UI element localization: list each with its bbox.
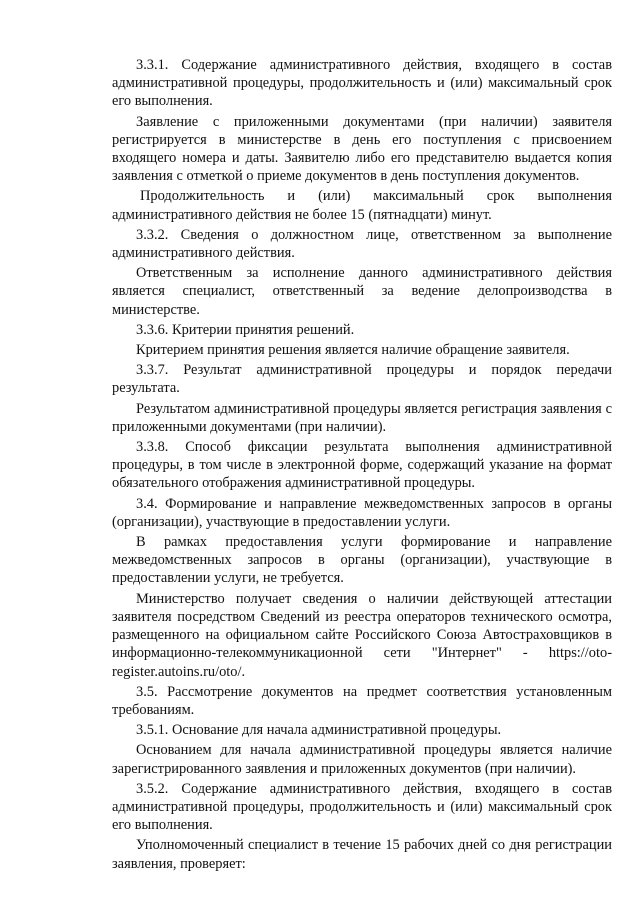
paragraph-3-3-8-heading: 3.3.8. Способ фиксации результата выполнения административной процедуры, в том числе в электронной форме, содержащий указание на формат обязательного отображения административной процедуры.: [112, 439, 612, 492]
paragraph-3-5-2-heading: 3.5.2. Содержание административного действия, входящего в состав административной процедуры, продолжительность и (или) максимальный срок его выполнения.: [112, 780, 612, 834]
paragraph-registration: Заявление с приложенными документами (при наличии) заявителя регистрируется в министерстве в день его поступления с присвоением входящего номера и даты. Заявителю либо его представителю выдается копия заявления с отметкой о приеме документов в день поступления документов.: [112, 113, 612, 185]
paragraph-specialist-checks: Уполномоченный специалист в течение 15 рабочих дней со дня регистрации заявления, проверяет:: [112, 837, 612, 872]
paragraph-ministry-info: Министерство получает сведения о наличии действующей аттестации заявителя посредством Сведений из реестра операторов технического осмотра, размещенного на официальном сайте Российского Союза Автостраховщиков в информационно-телекоммуникационной сети "Интернет" - https://oto-register.autoins.ru/oto/.: [112, 590, 612, 680]
paragraph-3-4-heading: 3.4. Формирование и направление межведомственных запросов в органы (организации), участвующие в предоставлении услуги.: [112, 495, 612, 530]
paragraph-responsible: Ответственным за исполнение данного административного действия является специалист, ответственный за ведение делопроизводства в министерстве.: [112, 265, 612, 318]
paragraph-requests-not-required: В рамках предоставления услуги формирование и направление межведомственных запросов в органы (организации), участвующие в предоставлении услуги, не требуется.: [112, 534, 612, 587]
paragraph-3-3-7-heading: 3.3.7. Результат административной процедуры и порядок передачи результата.: [112, 362, 612, 397]
paragraph-basis: Основанием для начала административной процедуры является наличие зарегистрированного заявления и приложенных документов (при наличии).: [112, 742, 612, 777]
paragraph-3-5-1-heading: 3.5.1. Основание для начала административной процедуры.: [136, 722, 502, 739]
paragraph-3-3-2-heading: 3.3.2. Сведения о должностном лице, ответственном за выполнение административного действия.: [112, 226, 612, 262]
paragraph-duration: Продолжительность и (или) максимальный срок выполнения административного действия не более 15 (пятнадцати) минут.: [112, 188, 612, 223]
paragraph-3-5-heading: 3.5. Рассмотрение документов на предмет соответствия установленным требованиям.: [112, 683, 612, 718]
paragraph-result: Результатом административной процедуры является регистрация заявления с приложенными документами (при наличии).: [112, 400, 612, 435]
document-body: [112, 56, 612, 873]
paragraph-criteria: Критерием принятия решения является наличие обращение заявителя.: [136, 342, 570, 359]
paragraph-3-3-1-heading: 3.3.1. Содержание административного действия, входящего в состав административной процедуры, продолжительность и (или) максимальный срок его выполнения.: [112, 57, 612, 110]
paragraph-3-3-6-heading: 3.3.6. Критерии принятия решений.: [136, 321, 355, 338]
